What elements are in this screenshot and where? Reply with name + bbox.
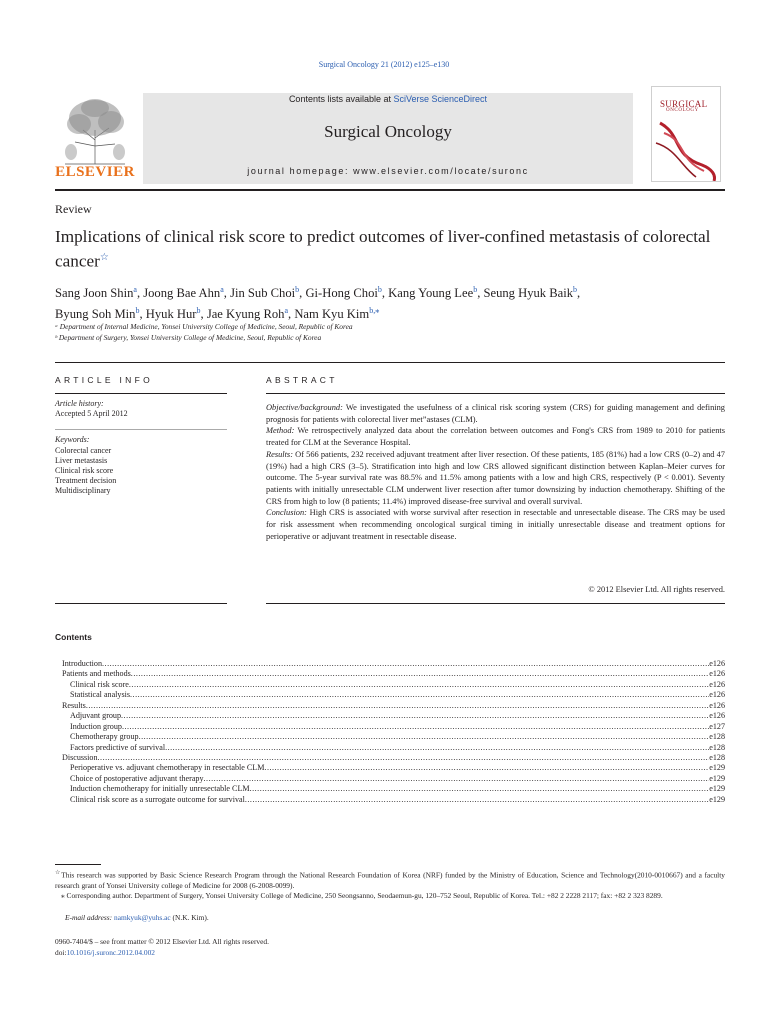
- issn-line: 0960-7404/$ – see front matter © 2012 Elsevier Ltd. All rights reserved.: [55, 937, 269, 946]
- author-name[interactable]: Hyuk Hur: [145, 307, 197, 322]
- author-separator: ,: [381, 286, 389, 301]
- author-affiliation-mark[interactable]: a: [133, 285, 137, 294]
- toc-entry-label: Results: [62, 700, 86, 710]
- toc-entry[interactable]: [62, 659, 725, 669]
- author-name[interactable]: Nam Kyu Kim: [294, 307, 370, 322]
- toc-entry-page: e126: [709, 659, 725, 668]
- author-separator: ,: [139, 307, 146, 322]
- keyword-item: Colorectal cancer: [55, 446, 112, 455]
- toc-entry-page: e128: [709, 732, 725, 742]
- title-footnote-mark[interactable]: ☆: [99, 252, 109, 263]
- keyword-item: Multidisciplinary: [55, 486, 111, 495]
- toc-entry-label: Factors predictive of survival: [70, 742, 166, 752]
- toc-leader-dots: [204, 774, 710, 784]
- sciencedirect-link[interactable]: SciVerse ScienceDirect: [393, 94, 488, 104]
- toc-entry-page: e129: [709, 763, 725, 773]
- abstract-heading: ABSTRACT: [266, 375, 338, 385]
- table-of-contents: [62, 659, 725, 805]
- toc-leader-dots: [264, 763, 709, 773]
- toc-entry[interactable]: [62, 701, 725, 711]
- toc-leader-dots: [250, 784, 710, 794]
- funding-footnote-mark: ☆: [55, 870, 62, 876]
- contents-available-text: Contents lists available at: [288, 94, 394, 104]
- toc-entry-page: e126: [709, 679, 725, 689]
- toc-entry-page: e126: [709, 700, 725, 710]
- abstract-body: [266, 402, 725, 542]
- keyword-item: Treatment decision: [55, 476, 117, 485]
- author-affiliation-mark[interactable]: b: [473, 285, 478, 294]
- toc-leader-dots: [245, 795, 709, 805]
- funding-footnote: ☆This research was supported by Basic Science Research Program through the National Research Foundation of Korea (NRF) funded by the Ministry of Education, Science and Technology(2010-0010667) and a faculty research grant of Yonsei University college of Medicine for 2008 (6-2008-0099).: [55, 870, 725, 890]
- toc-leader-dots: [129, 680, 709, 690]
- article-title-text: Implications of clinical risk score to predict outcomes of liver-confined metastasis of colorectal cancer: [55, 227, 711, 271]
- toc-leader-dots: [165, 743, 709, 753]
- author-name[interactable]: Jin Sub Choi: [230, 286, 296, 301]
- journal-homepage[interactable]: journal homepage: www.elsevier.com/locate/suronc: [247, 166, 529, 176]
- corresponding-footnote: ⁎ Corresponding author. Department of Surgery, Yonsei University College of Medicine, 250 Seongsanno, Seodaemun-gu, 120–752 Seoul, Republic of Korea. Tel.: +82 2 2228 2117; fax: +82 2 323 8289.: [61, 891, 663, 900]
- toc-entry-page: e129: [709, 773, 725, 783]
- toc-entry[interactable]: [62, 680, 725, 690]
- author-list: [55, 281, 735, 323]
- abstract-conclusion: Conclusion: High CRS is associated with worse survival after resection in resectable and unresectable disease. The CRS may be used for risk assessment when recommending oncological surgical timing in initially unresectable disease and treatment options for perioperative or adjuvant treatment in resectable disease.: [266, 508, 725, 541]
- affiliation-a: ᵃ Department of Internal Medicine, Yonsei University College of Medicine, Seoul, Republic of Korea: [55, 322, 353, 331]
- abstract-rule: [266, 393, 725, 394]
- doi-line: doi:10.1016/j.suronc.2012.04.002: [55, 948, 155, 957]
- section-rule: [55, 362, 725, 363]
- email-footnote: E-mail address: namkyuk@yuhs.ac (N.K. Kim).: [65, 913, 209, 922]
- author-separator: ,: [477, 286, 484, 301]
- author-affiliation-mark[interactable]: b: [573, 285, 578, 294]
- toc-leader-dots: [86, 701, 709, 711]
- toc-leader-dots: [131, 669, 709, 679]
- cover-ribbon-art: [652, 115, 721, 182]
- author-separator: ,: [200, 307, 207, 322]
- toc-leader-dots: [139, 732, 710, 742]
- keywords-list: [55, 446, 116, 496]
- toc-leader-dots: [122, 722, 709, 732]
- article-history-value: Accepted 5 April 2012: [55, 409, 128, 418]
- journal-reference-link[interactable]: Surgical Oncology 21 (2012) e125–e130: [318, 60, 450, 69]
- cover-title: SURGICAL: [660, 99, 708, 109]
- author-affiliation-mark[interactable]: a: [220, 285, 224, 294]
- author-separator: ,: [577, 286, 581, 301]
- author-separator: ,: [223, 286, 231, 301]
- toc-leader-dots: [121, 711, 709, 721]
- elsevier-wordmark[interactable]: ELSEVIER: [55, 164, 135, 180]
- abstract-objective: Objective/background: We investigated the usefulness of a clinical risk scoring system (CRS) for guiding management and defining prognosis for patients with colorectal liver met”astases (CLM).: [266, 403, 725, 424]
- author-affiliation-mark[interactable]: b: [196, 306, 201, 316]
- author-line-2: [55, 302, 735, 323]
- abstract-method: Method: We retrospectively analyzed data about the correlation between outcomes and Fong's CRS from 1989 to 2010 for patients treated for CLM at the Severance Hospital.: [266, 426, 725, 448]
- toc-entry-label: Clinical risk score as a surrogate outcome for survival: [70, 794, 245, 804]
- author-name[interactable]: Jae Kyung Roh: [206, 307, 285, 322]
- toc-leader-dots: [98, 753, 710, 763]
- toc-entry-page: e126: [709, 669, 725, 679]
- toc-entry[interactable]: [62, 711, 725, 721]
- toc-entry-label: Induction chemotherapy for initially unresectable CLM: [70, 784, 250, 794]
- toc-entry-label: Introduction: [62, 659, 103, 668]
- keyword-item: Liver metastasis: [55, 456, 108, 465]
- author-separator: ,: [136, 286, 144, 301]
- author-affiliation-mark[interactable]: b: [135, 306, 140, 316]
- article-type: Review: [55, 202, 92, 216]
- toc-entry-label: Choice of postoperative adjuvant therapy: [70, 773, 204, 783]
- toc-entry[interactable]: [62, 763, 725, 773]
- toc-entry[interactable]: [62, 753, 725, 763]
- author-name[interactable]: Gi-Hong Choi: [305, 286, 378, 301]
- toc-entry[interactable]: [62, 743, 725, 753]
- footnote-rule: [55, 864, 101, 865]
- toc-leader-dots: [130, 690, 709, 700]
- article-history-label: Article history:: [55, 399, 104, 408]
- author-name[interactable]: Seung Hyuk Baik: [483, 286, 574, 301]
- keywords-label: Keywords:: [55, 435, 90, 444]
- toc-entry-label: Patients and methods: [62, 669, 131, 679]
- toc-entry-page: e129: [709, 784, 725, 794]
- journal-title: Surgical Oncology: [324, 122, 452, 141]
- toc-entry[interactable]: [62, 669, 725, 679]
- author-name[interactable]: Sang Joon Shin: [55, 286, 134, 301]
- toc-entry[interactable]: [62, 795, 725, 805]
- article-info-heading: ARTICLE INFO: [55, 375, 154, 385]
- author-name[interactable]: Byung Soh Min: [55, 307, 136, 322]
- author-separator: ,: [299, 286, 306, 301]
- toc-entry-page: e126: [709, 690, 725, 700]
- toc-entry-label: Chemotherapy group: [70, 732, 139, 742]
- affiliation-b: ᵇ Department of Surgery, Yonsei University College of Medicine, Seoul, Republic of Korea: [55, 333, 322, 342]
- contents-available-line: [143, 94, 633, 104]
- author-affiliation-mark[interactable]: b,⁎: [369, 306, 380, 316]
- toc-entry-label: Induction group: [70, 721, 122, 731]
- toc-entry[interactable]: [62, 774, 725, 784]
- author-name[interactable]: Kang Young Lee: [388, 286, 474, 301]
- email-link[interactable]: namkyuk@yuhs.ac: [114, 913, 171, 922]
- toc-entry-label: Clinical risk score: [70, 679, 129, 689]
- cover-subtitle: ONCOLOGY: [666, 108, 699, 113]
- author-affiliation-mark[interactable]: b: [295, 285, 300, 294]
- toc-entry-page: e127: [709, 721, 725, 731]
- doi-link[interactable]: 10.1016/j.suronc.2012.04.002: [66, 948, 155, 957]
- abstract-results: Results: Of 566 patients, 232 received adjuvant treatment after liver resection. Of these patients, 185 (81%) had a low CRS (0–2) and 47 (19%) had a high CRS (3–5). Stratification into high and low CRS allowed significant distinction between Kaplan–Meier curves for outcome. The 5-year survival rate was 88.5% and 11.5% among patients with a low and high CRS, respectively (P < 0.001). Seventy patients with initially unresectable CLM underwent liver resection after tumor downsizing by induction chemotherapy. Shifting of the CRS from high to low (8 patients; 11.4%) improved disease-free survival and overall survival.: [266, 449, 725, 506]
- author-name[interactable]: Joong Bae Ahn: [143, 286, 221, 301]
- journal-cover-thumbnail[interactable]: [651, 86, 721, 182]
- email-label: E-mail address:: [65, 913, 113, 922]
- article-info-bottom-rule: [55, 603, 227, 604]
- header-rule: [55, 189, 725, 191]
- author-affiliation-mark[interactable]: a: [284, 306, 289, 316]
- article-info-rule: [55, 393, 227, 394]
- toc-entry-page: e128: [709, 742, 725, 752]
- toc-entry-label: Statistical analysis: [70, 690, 131, 700]
- keyword-item: Clinical risk score: [55, 466, 114, 475]
- contents-heading: Contents: [55, 632, 92, 642]
- author-line-1: [55, 281, 735, 302]
- toc-entry-page: e129: [709, 794, 725, 804]
- article-title: [55, 226, 735, 272]
- toc-entry[interactable]: [62, 690, 725, 700]
- toc-entry[interactable]: [62, 722, 725, 732]
- toc-leader-dots: [102, 659, 709, 669]
- abstract-copyright: © 2012 Elsevier Ltd. All rights reserved.: [588, 585, 725, 594]
- toc-entry-label: Adjuvant group: [70, 711, 122, 721]
- toc-entry-page: e128: [709, 752, 725, 762]
- keywords-rule: [55, 429, 227, 430]
- corresponding-mark: ⁎: [61, 891, 65, 900]
- author-affiliation-mark[interactable]: b: [377, 285, 382, 294]
- toc-entry-page: e126: [709, 711, 725, 721]
- toc-entry[interactable]: [62, 784, 725, 794]
- toc-entry[interactable]: [62, 732, 725, 742]
- author-separator: ,: [288, 307, 295, 322]
- abstract-bottom-rule: [266, 603, 725, 604]
- elsevier-tree-logo: [55, 94, 135, 166]
- toc-entry-label: Discussion: [62, 752, 98, 762]
- toc-entry-label: Perioperative vs. adjuvant chemotherapy in resectable CLM: [70, 763, 265, 773]
